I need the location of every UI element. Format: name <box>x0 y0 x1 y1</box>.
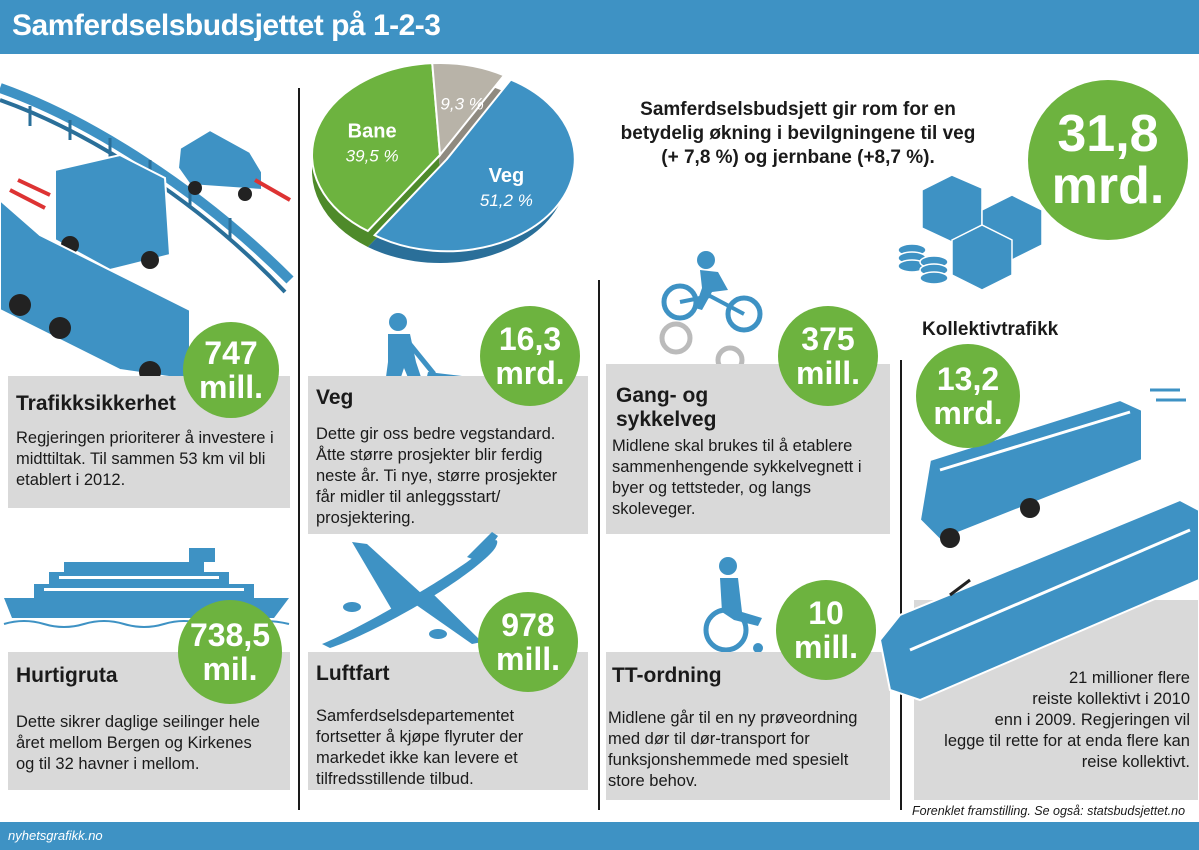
kollektiv-line: legge til rette for at enda flere kan <box>944 732 1190 750</box>
gang-line: skoleveger. <box>612 500 696 518</box>
pie-value-label: 39,5 % <box>345 146 399 166</box>
trafikk-line: etablert i 2012. <box>16 471 126 489</box>
gang-unit: mill. <box>795 355 860 391</box>
veg-unit: mrd. <box>495 355 565 391</box>
tt-line: store behov. <box>608 772 698 790</box>
pie-value-label: 9,3 % <box>440 94 484 114</box>
gang-text <box>612 436 861 520</box>
luftfart-line: fortsetter å kjøpe flyruter der <box>316 728 524 746</box>
luftfart-amount-badge <box>478 592 578 692</box>
total-value: 31,8 <box>1057 105 1159 163</box>
luftfart-line: Samferdselsdepartementet <box>316 707 515 725</box>
kollektiv-line: enn i 2009. Regjeringen vil <box>994 711 1190 729</box>
luftfart-line: markedet ikke kan levere et <box>316 749 518 767</box>
tt-title: TT-ordning <box>612 664 722 687</box>
kollektiv-line: 21 millioner flere <box>1068 669 1190 687</box>
hurtigruta-title: Hurtigruta <box>16 664 118 687</box>
gang-line: byer og tettsteder, og langs <box>612 479 812 497</box>
hurtigruta-unit: mil. <box>202 651 258 687</box>
gang-title-line: sykkelveg <box>616 408 717 431</box>
kollektiv-line: reiste kollektivt i 2010 <box>1032 690 1190 708</box>
pie-value-label: 51,2 % <box>479 191 533 211</box>
footer-bar <box>0 822 1199 850</box>
trafikk-line: midttiltak. Til sammen 53 km vil bli <box>16 450 266 468</box>
cyclist-icon <box>640 250 770 380</box>
veg-line: Åtte større prosjekter blir ferdig <box>316 446 543 464</box>
budget-pie-chart <box>300 60 600 290</box>
pie-category-label: Bane <box>347 120 397 143</box>
veg-line: Dette gir oss bedre vegstandard. <box>316 425 556 443</box>
hurtigruta-line: og til 32 havner i mellom. <box>16 755 200 773</box>
trafikk-unit: mill. <box>198 369 263 405</box>
veg-text <box>316 424 557 529</box>
total-amount-badge <box>1028 80 1188 240</box>
pie-category-label: Veg <box>488 165 525 188</box>
car-icon <box>178 130 262 201</box>
kollektiv-title: Kollektivtrafikk <box>922 319 1059 340</box>
veg-line: får midler til anleggsstart/ <box>316 488 501 506</box>
tt-line: med dør til dør-transport for <box>608 730 810 748</box>
gang-amount: 375 <box>801 321 855 357</box>
kollektiv-amount: 13,2 <box>936 361 1000 397</box>
kollektiv-line: reise kollektivt. <box>1081 753 1190 771</box>
tt-amount-badge <box>776 580 876 680</box>
luftfart-unit: mill. <box>495 641 560 677</box>
veg-line: neste år. Ti nye, større prosjekter <box>316 467 558 485</box>
page-title: Samferdselsbudsjettet på 1-2-3 <box>12 9 441 42</box>
luftfart-text <box>316 706 523 790</box>
money-stack-icon <box>892 170 1052 300</box>
veg-line: prosjektering. <box>316 509 416 527</box>
headline-line: (+ 7,8 %) og jernbane (+8,7 %). <box>661 147 935 168</box>
kollektiv-unit: mrd. <box>933 395 1003 431</box>
tt-text <box>608 708 857 792</box>
headline-line: betydelig økning i bevilgningene til veg <box>620 123 976 144</box>
veg-title: Veg <box>316 386 354 409</box>
luftfart-line: tilfredsstillende tilbud. <box>316 770 474 788</box>
wheelchair-icon <box>698 556 768 656</box>
luftfart-amount: 978 <box>501 607 555 643</box>
hurtigruta-line: året mellom Bergen og Kirkenes <box>16 734 252 752</box>
hurtigruta-amount: 738,5 <box>189 617 271 653</box>
trafikk-text <box>16 428 274 491</box>
header-bar <box>0 0 1199 54</box>
luftfart-title: Luftfart <box>316 662 390 685</box>
trafikk-amount: 747 <box>204 335 258 371</box>
gang-line: Midlene skal brukes til å etablere <box>612 437 853 455</box>
kollektiv-amount-badge <box>916 344 1020 448</box>
veg-amount-badge <box>480 306 580 406</box>
tt-line: funksjonshemmede med spesielt <box>608 751 849 769</box>
total-unit: mrd. <box>1051 157 1165 215</box>
gang-line: sammenhengende sykkelvegnett i <box>612 458 862 476</box>
divider-2 <box>598 280 600 810</box>
tt-unit: mill. <box>793 629 858 665</box>
trafikk-title: Trafikksikkerhet <box>16 392 176 415</box>
kollektiv-text <box>918 668 1190 773</box>
gang-title-line: Gang- og <box>616 384 709 407</box>
headline-line: Samferdselsbudsjett gir rom for en <box>640 99 956 120</box>
tt-amount: 10 <box>808 595 844 631</box>
hurtigruta-amount-badge <box>178 600 282 704</box>
hurtigruta-text <box>16 712 260 775</box>
headline-text <box>598 98 998 170</box>
footer-credit: nyhetsgrafikk.no <box>8 828 103 843</box>
airplane-icon <box>312 532 502 652</box>
hurtigruta-line: Dette sikrer daglige seilinger hele <box>16 713 260 731</box>
trafikk-line: Regjeringen prioriterer å investere i <box>16 429 274 447</box>
source-note: Forenklet framstilling. Se også: statsbudsjettet.no <box>912 804 1186 818</box>
tt-line: Midlene går til en ny prøveordning <box>608 709 858 727</box>
gang-title <box>616 384 716 432</box>
gang-amount-badge <box>778 306 878 406</box>
veg-amount: 16,3 <box>498 321 562 357</box>
trafikk-amount-badge <box>183 322 279 418</box>
